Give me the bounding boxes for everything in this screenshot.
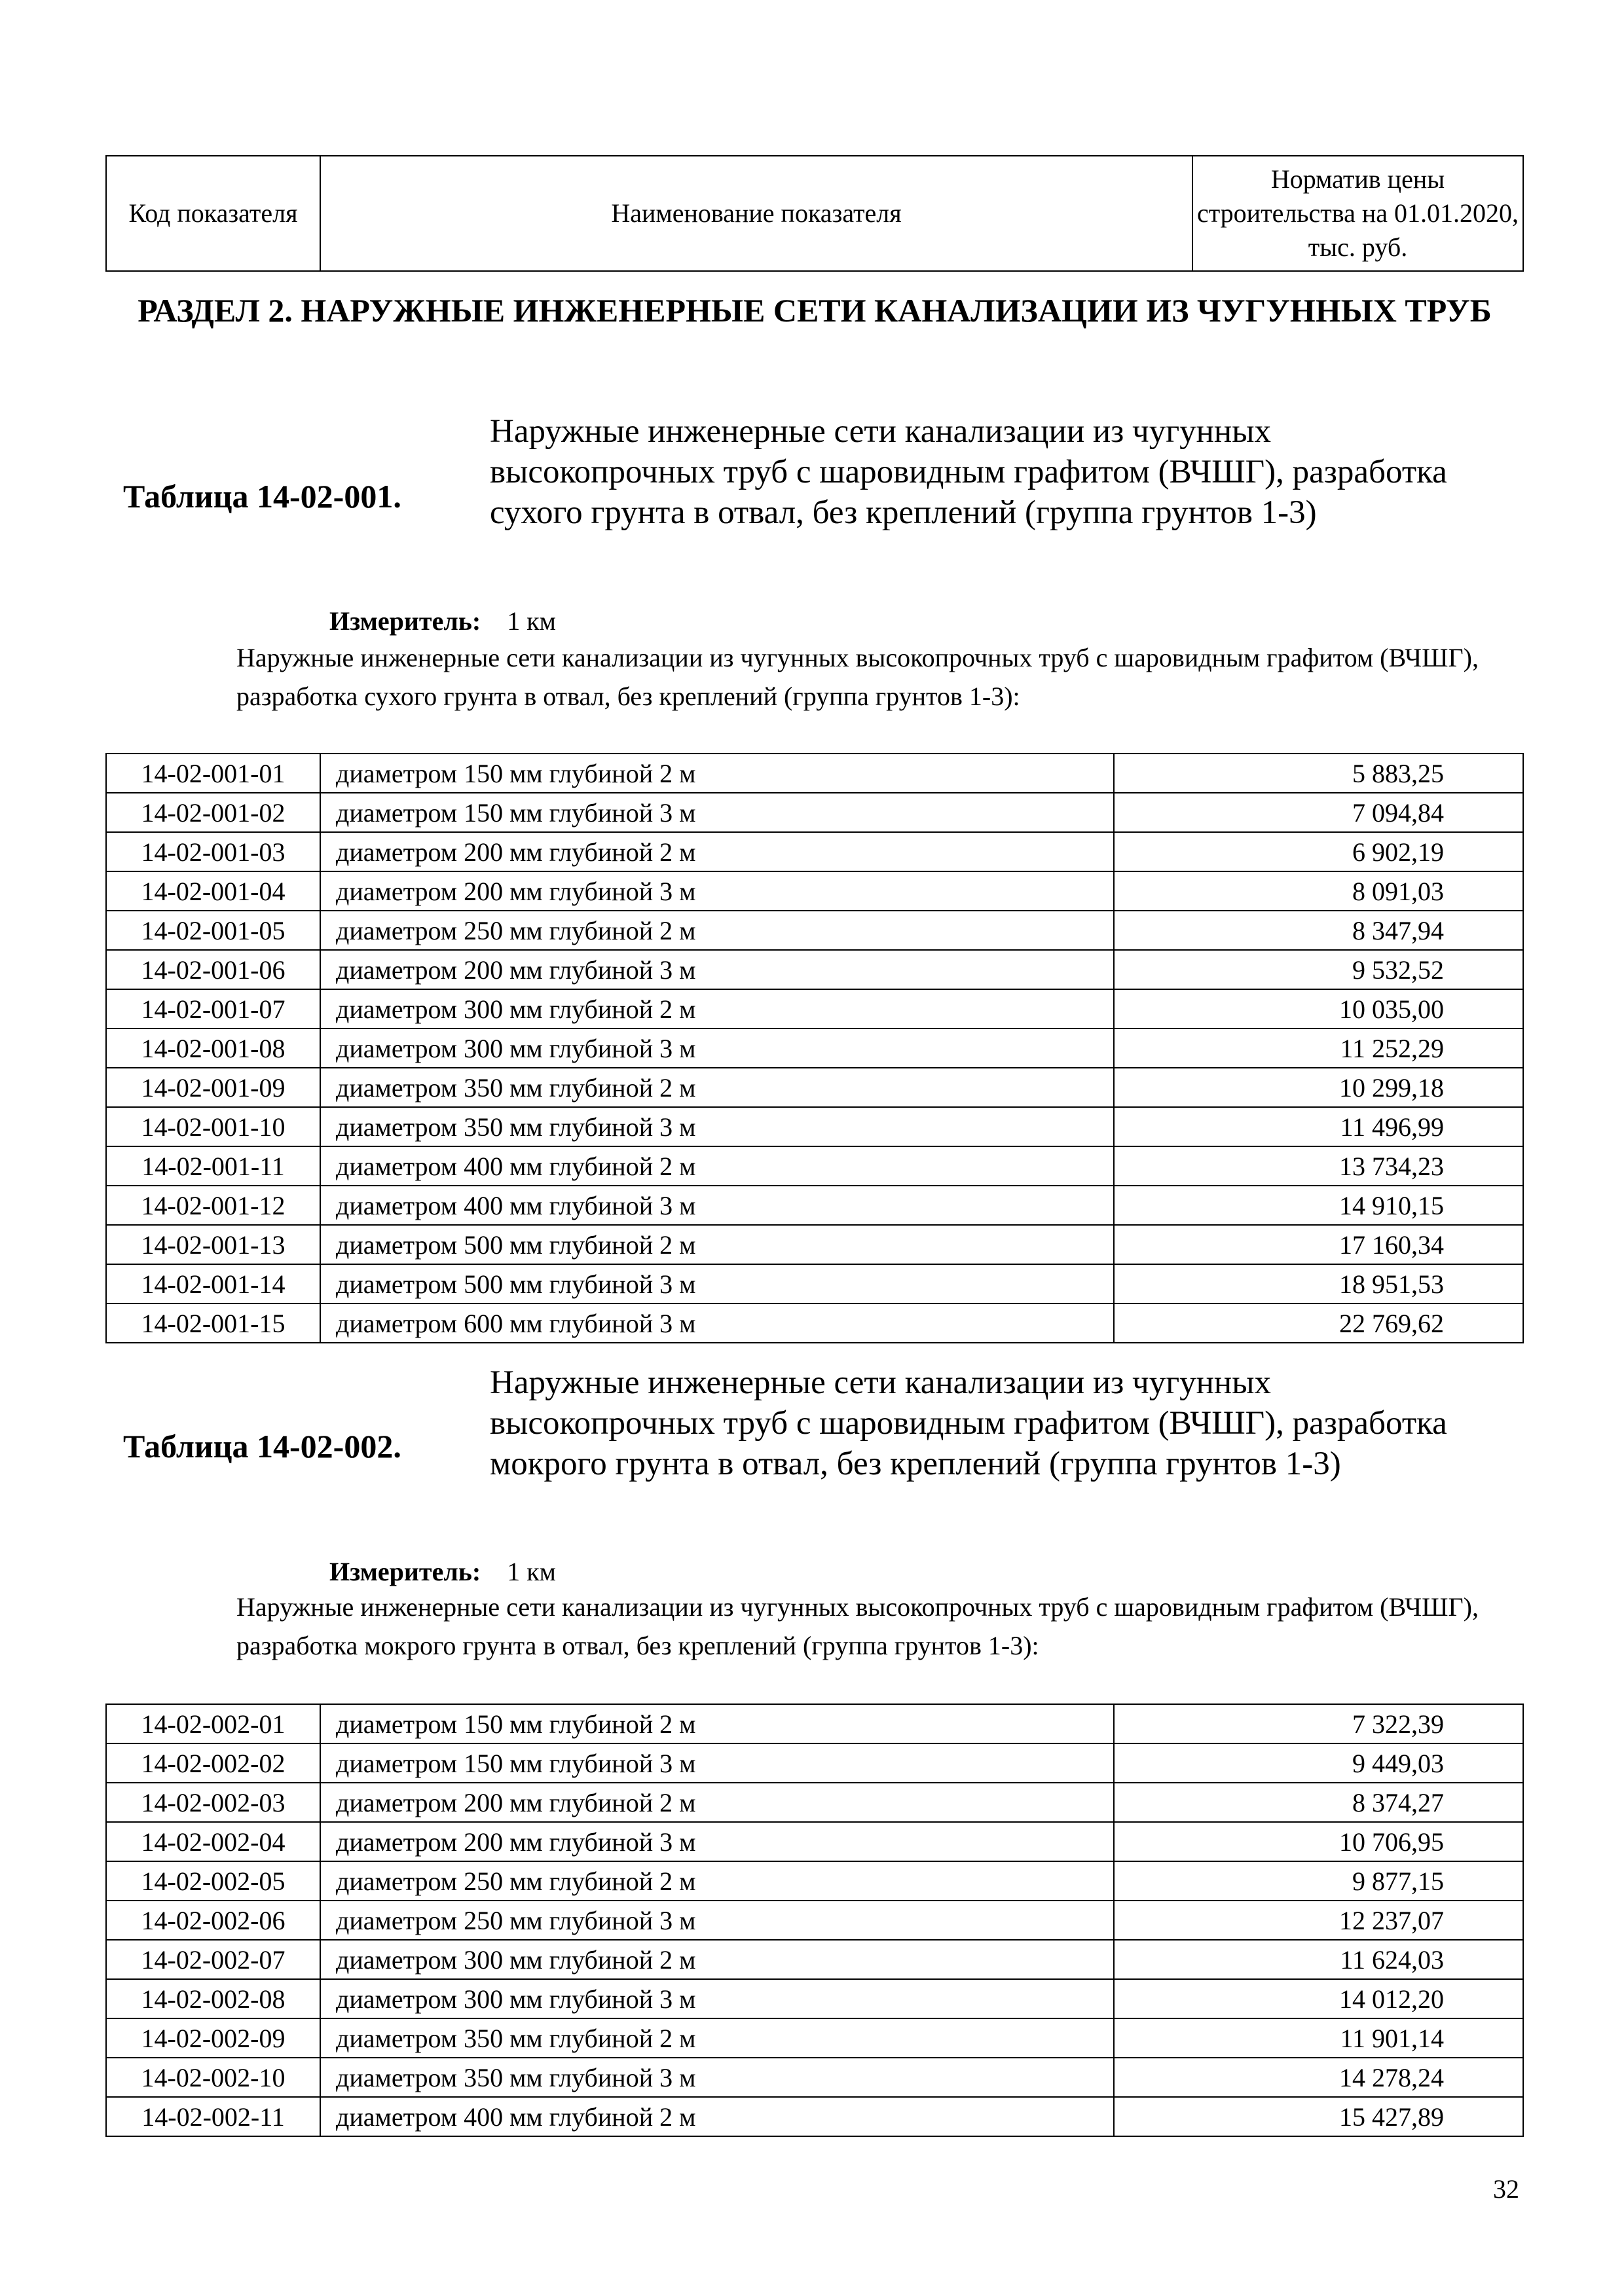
table-row (106, 989, 1523, 1029)
row-code: 14-02-002-04 (106, 1822, 320, 1861)
table-row (106, 1225, 1523, 1264)
row-price: 6 902,19 (1114, 832, 1523, 871)
table-row (106, 1822, 1523, 1861)
row-price: 9 532,52 (1114, 950, 1523, 989)
table-row (106, 1146, 1523, 1186)
data-table-1 (105, 753, 1524, 1343)
row-code: 14-02-001-05 (106, 911, 320, 950)
table-2-title: Наружные инженерные сети канализации из чугунных высокопрочных труб с шаровидным графитом (ВЧШГ), разработка мокрого грунта в отвал, без креплений (группа грунтов 1-3) (490, 1364, 1447, 1482)
table-row (106, 793, 1523, 832)
row-code: 14-02-001-07 (106, 989, 320, 1029)
row-name: диаметром 150 мм глубиной 2 м (320, 1704, 1114, 1743)
row-code: 14-02-002-10 (106, 2058, 320, 2097)
row-price: 11 252,29 (1114, 1029, 1523, 1068)
table-row (106, 911, 1523, 950)
row-name: диаметром 350 мм глубиной 2 м (320, 1068, 1114, 1107)
table-2-description: Наружные инженерные сети канализации из чугунных высокопрочных труб с шаровидным графитом (ВЧШГ), разработка мокрого грунта в отвал, без креплений (группа грунтов 1-3): (236, 1592, 1479, 1660)
row-code: 14-02-001-04 (106, 871, 320, 911)
row-name: диаметром 250 мм глубиной 2 м (320, 1861, 1114, 1901)
row-price: 18 951,53 (1114, 1264, 1523, 1303)
row-code: 14-02-001-03 (106, 832, 320, 871)
table-row (106, 1783, 1523, 1822)
measure-value: 1 км (507, 606, 556, 636)
table-row (106, 2018, 1523, 2058)
row-price: 10 706,95 (1114, 1822, 1523, 1861)
row-price: 7 322,39 (1114, 1704, 1523, 1743)
row-price: 10 035,00 (1114, 989, 1523, 1029)
row-price: 11 624,03 (1114, 1940, 1523, 1979)
row-price: 8 374,27 (1114, 1783, 1523, 1822)
header-code: Код показателя (106, 156, 320, 271)
header-price: Норматив цены строительства на 01.01.2020, тыс. руб. (1192, 156, 1523, 271)
row-name: диаметром 400 мм глубиной 3 м (320, 1186, 1114, 1225)
table-row (106, 1029, 1523, 1068)
row-name: диаметром 200 мм глубиной 3 м (320, 950, 1114, 989)
row-price: 9 449,03 (1114, 1743, 1523, 1783)
table-row (106, 950, 1523, 989)
row-name: диаметром 300 мм глубиной 3 м (320, 1979, 1114, 2018)
row-name: диаметром 600 мм глубиной 3 м (320, 1303, 1114, 1343)
row-code: 14-02-002-09 (106, 2018, 320, 2058)
page-number: 32 (1493, 2174, 1519, 2204)
row-price: 15 427,89 (1114, 2097, 1523, 2136)
row-code: 14-02-001-08 (106, 1029, 320, 1068)
table-row (106, 1186, 1523, 1225)
row-code: 14-02-001-09 (106, 1068, 320, 1107)
row-code: 14-02-001-11 (106, 1146, 320, 1186)
table-row (106, 1264, 1523, 1303)
table-row (106, 871, 1523, 911)
row-code: 14-02-002-08 (106, 1979, 320, 2018)
row-code: 14-02-002-11 (106, 2097, 320, 2136)
row-code: 14-02-002-05 (106, 1861, 320, 1901)
row-code: 14-02-001-06 (106, 950, 320, 989)
row-price: 11 901,14 (1114, 2018, 1523, 2058)
row-price: 7 094,84 (1114, 793, 1523, 832)
row-name: диаметром 500 мм глубиной 3 м (320, 1264, 1114, 1303)
row-price: 9 877,15 (1114, 1861, 1523, 1901)
table-row (106, 1979, 1523, 2018)
table-1-measure (329, 606, 556, 637)
row-price: 12 237,07 (1114, 1901, 1523, 1940)
row-code: 14-02-001-13 (106, 1225, 320, 1264)
row-name: диаметром 250 мм глубиной 2 м (320, 911, 1114, 950)
row-price: 8 091,03 (1114, 871, 1523, 911)
row-price: 10 299,18 (1114, 1068, 1523, 1107)
row-code: 14-02-002-06 (106, 1901, 320, 1940)
table-row (106, 2097, 1523, 2136)
row-code: 14-02-001-10 (106, 1107, 320, 1146)
table-1-label: Таблица 14-02-001. (123, 478, 401, 515)
row-name: диаметром 150 мм глубиной 3 м (320, 1743, 1114, 1783)
row-name: диаметром 300 мм глубиной 2 м (320, 1940, 1114, 1979)
section-title: РАЗДЕЛ 2. НАРУЖНЫЕ ИНЖЕНЕРНЫЕ СЕТИ КАНАЛИЗАЦИИ ИЗ ЧУГУННЫХ ТРУБ (138, 292, 1492, 329)
row-name: диаметром 350 мм глубиной 2 м (320, 2018, 1114, 2058)
row-price: 22 769,62 (1114, 1303, 1523, 1343)
header-name: Наименование показателя (320, 156, 1192, 271)
row-name: диаметром 400 мм глубиной 2 м (320, 1146, 1114, 1186)
row-price: 13 734,23 (1114, 1146, 1523, 1186)
table-1-description: Наружные инженерные сети канализации из чугунных высокопрочных труб с шаровидным графитом (ВЧШГ), разработка сухого грунта в отвал, без креплений (группа грунтов 1-3): (236, 643, 1479, 711)
row-name: диаметром 300 мм глубиной 3 м (320, 1029, 1114, 1068)
row-code: 14-02-001-15 (106, 1303, 320, 1343)
row-price: 11 496,99 (1114, 1107, 1523, 1146)
measure-value: 1 км (507, 1557, 556, 1586)
table-2-measure (329, 1556, 556, 1588)
data-table-2 (105, 1704, 1524, 2137)
table-row (106, 1303, 1523, 1343)
row-name: диаметром 500 мм глубиной 2 м (320, 1225, 1114, 1264)
measure-label: Измеритель: (329, 606, 481, 636)
row-code: 14-02-002-01 (106, 1704, 320, 1743)
row-code: 14-02-001-01 (106, 754, 320, 793)
header-table (105, 155, 1524, 272)
row-code: 14-02-001-14 (106, 1264, 320, 1303)
row-name: диаметром 250 мм глубиной 3 м (320, 1901, 1114, 1940)
row-price: 17 160,34 (1114, 1225, 1523, 1264)
row-name: диаметром 350 мм глубиной 3 м (320, 2058, 1114, 2097)
row-code: 14-02-002-07 (106, 1940, 320, 1979)
table-row (106, 1743, 1523, 1783)
row-name: диаметром 200 мм глубиной 3 м (320, 871, 1114, 911)
table-row (106, 1861, 1523, 1901)
row-name: диаметром 150 мм глубиной 3 м (320, 793, 1114, 832)
row-name: диаметром 400 мм глубиной 2 м (320, 2097, 1114, 2136)
row-code: 14-02-002-03 (106, 1783, 320, 1822)
row-name: диаметром 300 мм глубиной 2 м (320, 989, 1114, 1029)
row-name: диаметром 200 мм глубиной 3 м (320, 1822, 1114, 1861)
row-price: 5 883,25 (1114, 754, 1523, 793)
table-2-label: Таблица 14-02-002. (123, 1428, 401, 1465)
table-row (106, 832, 1523, 871)
row-price: 14 012,20 (1114, 1979, 1523, 2018)
table-row (106, 1068, 1523, 1107)
table-row (106, 754, 1523, 793)
row-name: диаметром 200 мм глубиной 2 м (320, 1783, 1114, 1822)
table-row (106, 1940, 1523, 1979)
row-code: 14-02-001-02 (106, 793, 320, 832)
table-row (106, 1704, 1523, 1743)
row-code: 14-02-002-02 (106, 1743, 320, 1783)
table-row (106, 1901, 1523, 1940)
measure-label: Измеритель: (329, 1557, 481, 1586)
row-name: диаметром 200 мм глубиной 2 м (320, 832, 1114, 871)
row-name: диаметром 350 мм глубиной 3 м (320, 1107, 1114, 1146)
table-1-title: Наружные инженерные сети канализации из чугунных высокопрочных труб с шаровидным графитом (ВЧШГ), разработка сухого грунта в отвал, без креплений (группа грунтов 1-3) (490, 413, 1447, 531)
row-price: 8 347,94 (1114, 911, 1523, 950)
row-name: диаметром 150 мм глубиной 2 м (320, 754, 1114, 793)
table-row (106, 1107, 1523, 1146)
row-code: 14-02-001-12 (106, 1186, 320, 1225)
table-row (106, 2058, 1523, 2097)
row-price: 14 910,15 (1114, 1186, 1523, 1225)
row-price: 14 278,24 (1114, 2058, 1523, 2097)
